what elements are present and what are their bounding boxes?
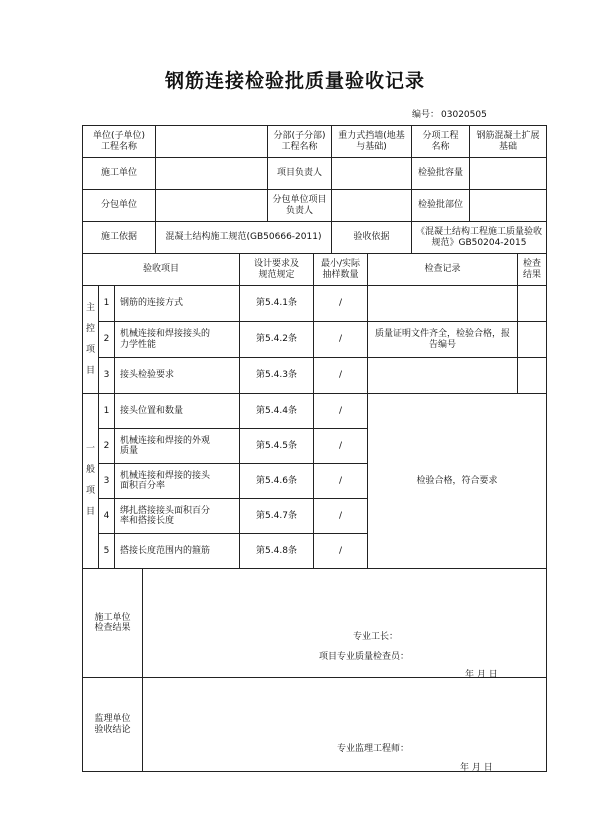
supervisor-date[interactable]: 年 月 日 xyxy=(460,763,493,773)
main-row-3-sample[interactable]: / xyxy=(314,358,368,394)
construction-basis-label: 施工依据 xyxy=(83,222,156,254)
general-row-1-clause: 第5.4.4条 xyxy=(240,394,314,429)
contractor-date[interactable]: 年 月 日 xyxy=(465,670,498,680)
document-number-label: 编号： xyxy=(412,110,440,120)
batch-location-value[interactable] xyxy=(470,190,546,222)
foreman-sign-label[interactable]: 专业工长： xyxy=(353,632,399,642)
general-row-3-sample[interactable]: / xyxy=(314,464,368,499)
general-row-3-name: 机械连接和焊接的接头 面积百分率 xyxy=(115,464,240,499)
main-row-3-clause: 第5.4.3条 xyxy=(240,358,314,394)
supervisor-engineer-sign-label[interactable]: 专业监理工程师： xyxy=(337,744,410,754)
main-row-3-name: 接头检验要求 xyxy=(115,358,240,394)
contractor-value[interactable] xyxy=(156,158,268,190)
sub-item-value[interactable]: 钢筋混凝土扩展 基础 xyxy=(470,126,546,158)
general-row-4-no: 4 xyxy=(99,499,115,534)
unit-project-value[interactable] xyxy=(156,126,268,158)
form-title: 钢筋连接检验批质量验收记录 xyxy=(164,70,425,92)
subcontractor-value[interactable] xyxy=(156,190,268,222)
subcontractor-pm-value[interactable] xyxy=(332,190,412,222)
document-number xyxy=(410,107,487,120)
main-row-2-result[interactable] xyxy=(518,322,546,358)
general-row-2-clause: 第5.4.5条 xyxy=(240,429,314,464)
general-row-4-sample[interactable]: / xyxy=(314,499,368,534)
general-row-1-sample[interactable]: / xyxy=(314,394,368,429)
main-row-2-no: 2 xyxy=(99,322,115,358)
main-row-2-record[interactable]: 质量证明文件齐全，检验合格，报 告编号 xyxy=(368,322,518,358)
general-row-4-clause: 第5.4.7条 xyxy=(240,499,314,534)
acceptance-basis-label: 验收依据 xyxy=(332,222,412,254)
subcontractor-label: 分包单位 xyxy=(83,190,156,222)
construction-basis-value: 混凝土结构施工规范(GB50666-2011) xyxy=(156,222,332,254)
general-row-5-sample[interactable]: / xyxy=(314,534,368,569)
col-header-result: 检查 结果 xyxy=(518,254,546,286)
general-row-2-name: 机械连接和焊接的外观 质量 xyxy=(115,429,240,464)
general-row-4-name: 绑扎搭接接头面积百分 率和搭接长度 xyxy=(115,499,240,534)
main-row-1-no: 1 xyxy=(99,286,115,322)
sub-item-label: 分项工程 名称 xyxy=(412,126,470,158)
general-group-label: 一 般 项 目 xyxy=(83,394,99,569)
main-row-1-clause: 第5.4.1条 xyxy=(240,286,314,322)
main-row-1-name: 钢筋的连接方式 xyxy=(115,286,240,322)
subdivision-value[interactable]: 重力式挡墙(地基 与基础) xyxy=(332,126,412,158)
general-row-3-clause: 第5.4.6条 xyxy=(240,464,314,499)
batch-location-label: 检验批部位 xyxy=(412,190,470,222)
supervisor-check-area xyxy=(143,678,546,771)
main-row-1-sample[interactable]: / xyxy=(314,286,368,322)
general-row-2-sample[interactable]: / xyxy=(314,429,368,464)
batch-capacity-value[interactable] xyxy=(470,158,546,190)
subcontractor-pm-label: 分包单位项目 负责人 xyxy=(268,190,332,222)
general-row-3-no: 3 xyxy=(99,464,115,499)
unit-project-label: 单位(子单位) 工程名称 xyxy=(83,126,156,158)
general-row-5-clause: 第5.4.8条 xyxy=(240,534,314,569)
main-row-2-clause: 第5.4.2条 xyxy=(240,322,314,358)
document-number-value: 03020505 xyxy=(441,110,487,120)
main-row-2-name: 机械连接和焊接接头的 力学性能 xyxy=(115,322,240,358)
acceptance-basis-value: 《混凝土结构工程施工质量验收 规范》GB50204-2015 xyxy=(412,222,546,254)
col-header-item: 验收项目 xyxy=(83,254,240,286)
col-header-sample: 最小/实际 抽样数量 xyxy=(314,254,368,286)
subdivision-label: 分部(子分部) 工程名称 xyxy=(268,126,332,158)
main-row-1-record[interactable] xyxy=(368,286,518,322)
project-manager-value[interactable] xyxy=(332,158,412,190)
col-header-design: 设计要求及 规范规定 xyxy=(240,254,314,286)
main-row-2-sample[interactable]: / xyxy=(314,322,368,358)
contractor-check-label: 施工单位 检查结果 xyxy=(83,569,143,678)
general-row-1-name: 接头位置和数量 xyxy=(115,394,240,429)
main-row-3-record[interactable] xyxy=(368,358,518,394)
general-row-5-name: 搭接长度范围内的箍筋 xyxy=(115,534,240,569)
batch-capacity-label: 检验批容量 xyxy=(412,158,470,190)
project-manager-label: 项目负责人 xyxy=(268,158,332,190)
supervisor-check-label: 监理单位 验收结论 xyxy=(83,678,143,771)
main-row-3-no: 3 xyxy=(99,358,115,394)
col-header-record: 检查记录 xyxy=(368,254,518,286)
quality-inspector-sign-label[interactable]: 项目专业质量检查员： xyxy=(319,652,410,662)
general-row-1-no: 1 xyxy=(99,394,115,429)
main-row-3-result[interactable] xyxy=(518,358,546,394)
general-row-2-no: 2 xyxy=(99,429,115,464)
contractor-label: 施工单位 xyxy=(83,158,156,190)
general-record-merged[interactable]: 检验合格，符合要求 xyxy=(368,394,546,569)
general-row-5-no: 5 xyxy=(99,534,115,569)
main-control-group-label: 主 控 项 目 xyxy=(83,286,99,394)
main-row-1-result[interactable] xyxy=(518,286,546,322)
